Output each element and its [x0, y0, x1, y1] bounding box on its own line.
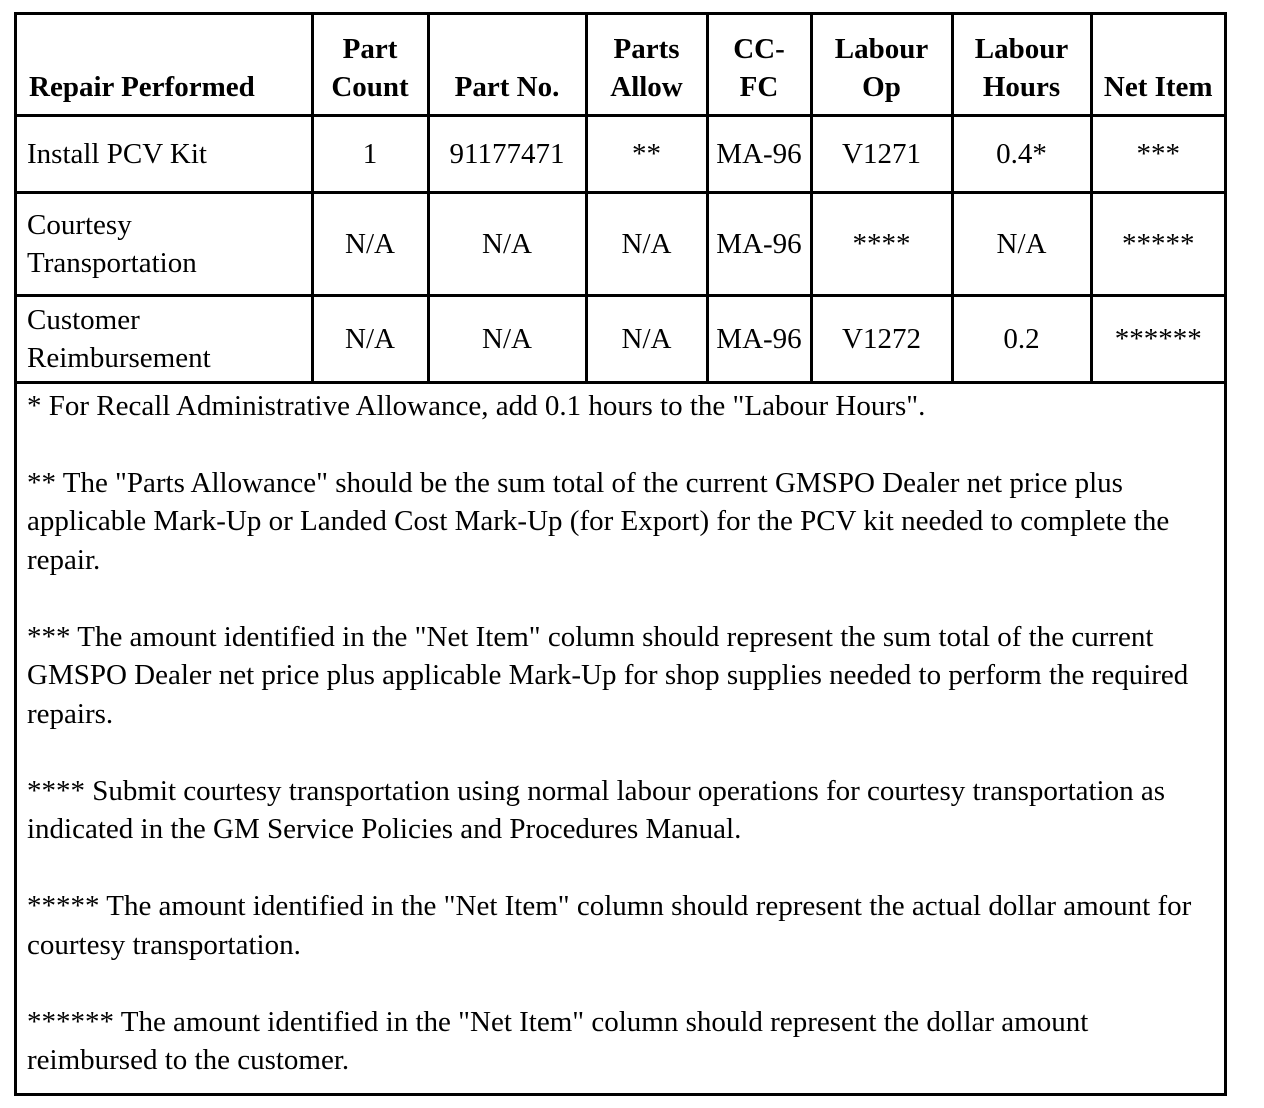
header-part-no: Part No. — [428, 15, 586, 115]
table-row — [17, 295, 1224, 382]
cc-fc-cell: MA-96 — [707, 295, 811, 382]
repair-performed-cell: Courtesy Transportation — [17, 192, 312, 295]
repair-performed-cell: Install PCV Kit — [17, 115, 312, 192]
repair-performed-cell: Customer Reimbursement — [17, 295, 312, 382]
part-count-cell: N/A — [312, 295, 428, 382]
header-labour-hours: Labour Hours — [952, 15, 1091, 115]
header-labour-op: Labour Op — [811, 15, 952, 115]
footnotes — [17, 384, 1224, 1080]
cc-fc-cell: MA-96 — [707, 192, 811, 295]
footnote-2: ** The "Parts Allowance" should be the sum total of the current GMSPO Dealer net price plus applicable Mark-Up or Landed Cost Mark-Up (for Export) for the PCV kit needed to complete the repair. — [27, 466, 1170, 576]
labour-op-cell: **** — [811, 192, 952, 295]
part-no-cell: N/A — [428, 295, 586, 382]
labour-hours-cell: 0.2 — [952, 295, 1091, 382]
part-no-cell: 91177471 — [428, 115, 586, 192]
repair-document — [14, 12, 1227, 1096]
footnote-1: * For Recall Administrative Allowance, add 0.1 hours to the "Labour Hours". — [27, 389, 926, 422]
part-no-cell: N/A — [428, 192, 586, 295]
table-row — [17, 192, 1224, 295]
net-item-cell: ***** — [1091, 192, 1224, 295]
labour-hours-cell: N/A — [952, 192, 1091, 295]
labour-hours-cell: 0.4* — [952, 115, 1091, 192]
cc-fc-cell: MA-96 — [707, 115, 811, 192]
parts-allow-cell: N/A — [586, 295, 707, 382]
footnote-3: *** The amount identified in the "Net Item" column should represent the sum total of the current GMSPO Dealer net price plus applicable Mark-Up for shop supplies needed to perform the required repairs. — [27, 620, 1189, 730]
footnote-5: ***** The amount identified in the "Net Item" column should represent the actual dollar amount for courtesy transportation. — [27, 890, 1192, 961]
header-cc-fc: CC-FC — [707, 15, 811, 115]
footnote-4: **** Submit courtesy transportation using normal labour operations for courtesy transportation as indicated in the GM Service Policies and Procedures Manual. — [27, 774, 1166, 845]
part-count-cell: N/A — [312, 192, 428, 295]
parts-allow-cell: N/A — [586, 192, 707, 295]
footnote-6: ****** The amount identified in the "Net Item" column should represent the dollar amount reimbursed to the customer. — [27, 1005, 1089, 1076]
header-repair-performed: Repair Performed — [17, 15, 312, 115]
table-row — [17, 115, 1224, 192]
header-row — [17, 15, 1224, 115]
parts-allow-cell: ** — [586, 115, 707, 192]
header-part-count: Part Count — [312, 15, 428, 115]
header-parts-allow: Parts Allow — [586, 15, 707, 115]
repair-table — [17, 15, 1224, 384]
net-item-cell: *** — [1091, 115, 1224, 192]
part-count-cell: 1 — [312, 115, 428, 192]
labour-op-cell: V1272 — [811, 295, 952, 382]
net-item-cell: ****** — [1091, 295, 1224, 382]
labour-op-cell: V1271 — [811, 115, 952, 192]
header-net-item: Net Item — [1091, 15, 1224, 115]
